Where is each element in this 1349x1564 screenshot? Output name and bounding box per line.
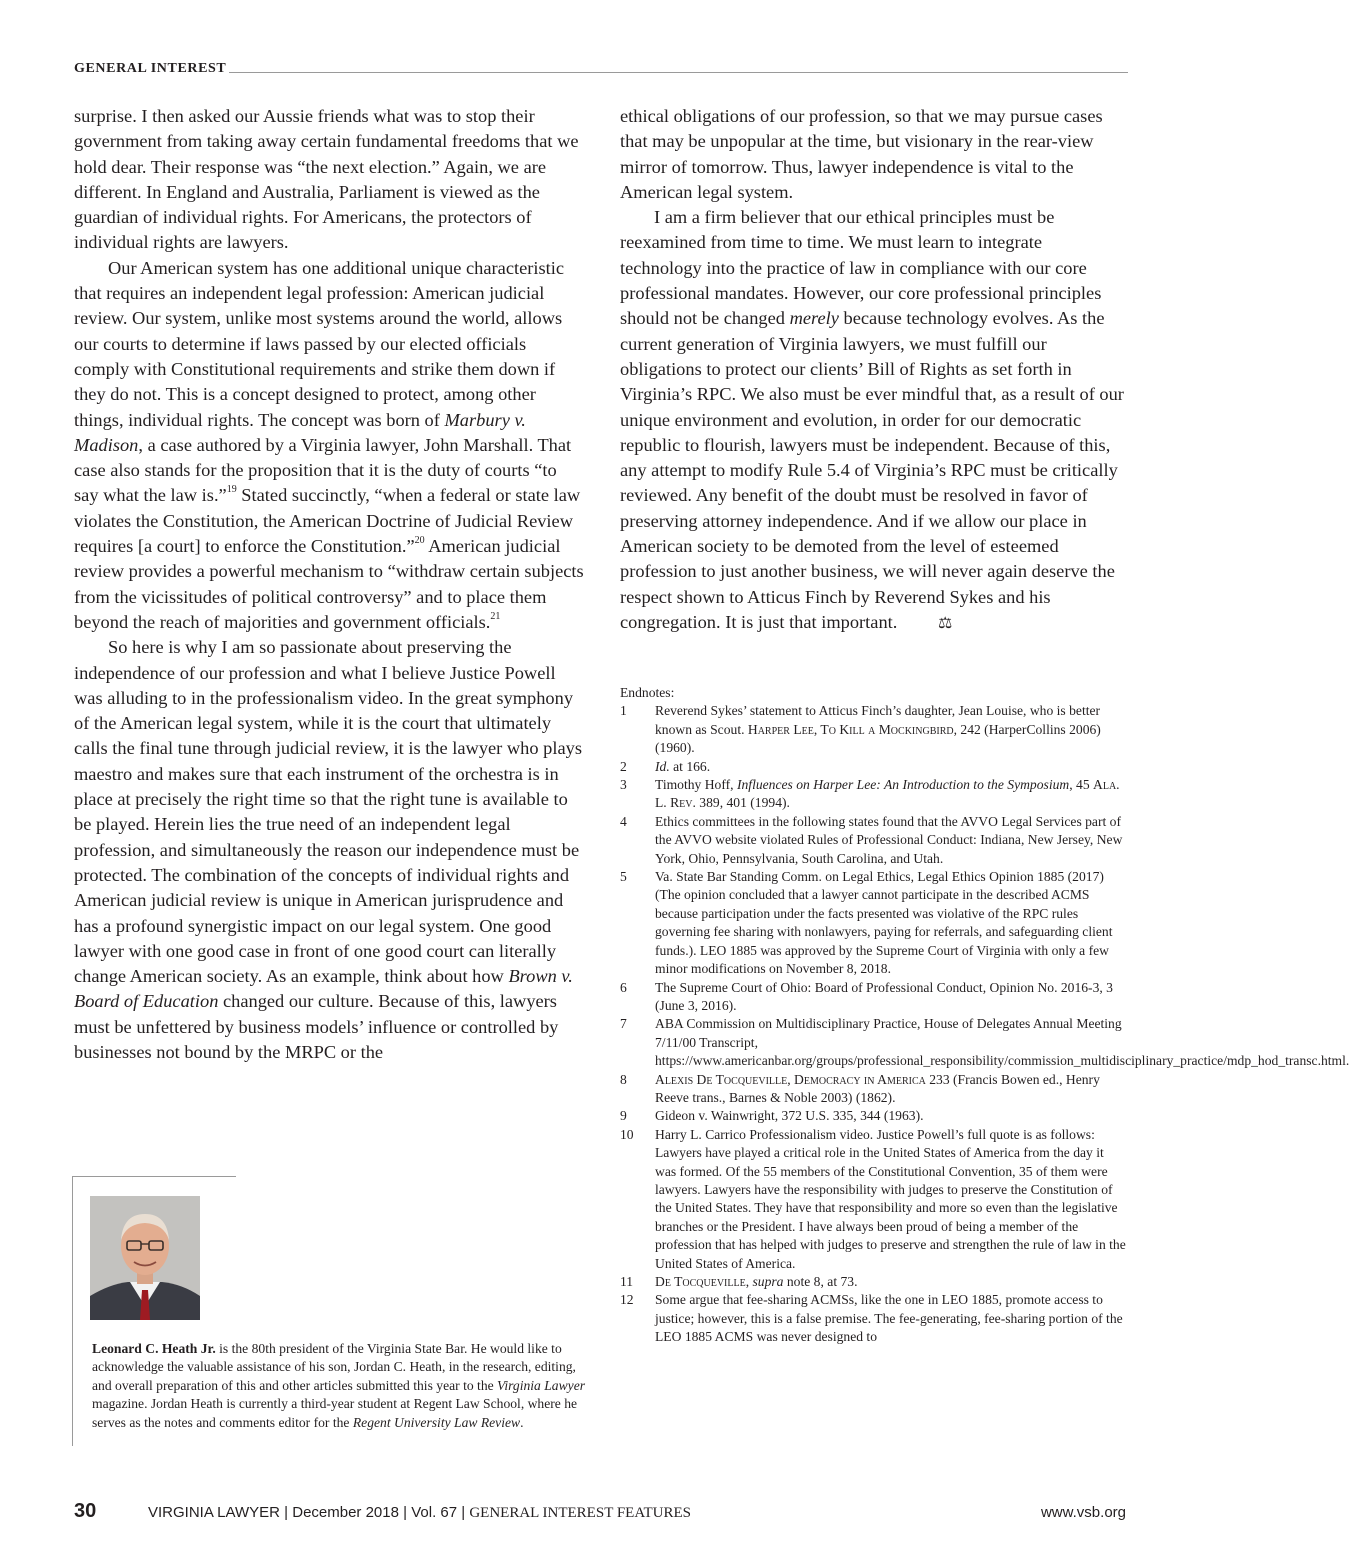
- endnote-number: 6: [620, 979, 627, 995]
- endnote-number: 2: [620, 758, 627, 774]
- endnotes: [620, 684, 1349, 1347]
- issue-date: December 2018: [292, 1504, 399, 1521]
- endnote: [620, 1126, 1128, 1273]
- text-run: Ethics committees in the following states found that the AVVO Legal Services part of the AVVO website violated Rules of Professional Conduct: Indiana, New Jersey, New York, Ohio, Pennsylvania, South Carolina, and Utah.: [655, 813, 1123, 866]
- text-run: , a case authored by a Virginia lawyer, John Marshall. That case also stands for the proposition that it is the duty of courts “to say what the law is.”: [74, 434, 572, 506]
- scales-of-justice-icon: ⚖: [937, 614, 953, 632]
- text-run: , 242 (HarperCollins 2006) (1960).: [655, 721, 1101, 756]
- endnote-number: 5: [620, 869, 627, 885]
- endnote-number: 3: [620, 777, 627, 793]
- text-run: Gideon v. Wainwright, 372 U.S. 335, 344 (1963).: [655, 1108, 924, 1124]
- text-run: So here is why I am so passionate about preserving the independence of our profession and what I believe Justice Powell was alluding to in the professionalism video. In the great symphony of the American legal system, while it is the court that ultimately calls the final tune through judicial review, it is the lawyer who plays maestro and makes sure that each instrument of the orchestra is in place at precisely the right time so that the right tune is available to be played. Herein lies the true need of an independent legal profession, and simultaneously the reason our independence must be protected. The combination of the concepts of individual rights and American judicial review is unique in American jurisprudence and has a profound synergistic impact on our legal system. One good lawyer with one good case in front of one good court can literally change American society. As an example, think about how: [74, 637, 582, 987]
- footnote-ref[interactable]: 19: [226, 484, 237, 496]
- text-run: 233 (Francis Bowen ed., Henry Reeve trans., Barnes & Noble 2003) (1862).: [655, 1071, 1100, 1105]
- text-run: magazine. Jordan Heath is currently a third-year student at Regent Law School, where he serves as the notes and comments editor for the: [92, 1396, 578, 1430]
- case-name: Marbury v. Madison: [74, 409, 526, 455]
- footnote-ref[interactable]: 21: [490, 610, 501, 622]
- text-run: The Supreme Court of Ohio: Board of Professional Conduct, Opinion No. 2016-3, 3 (June 3, 2016).: [655, 979, 1113, 1013]
- volume: Vol. 67: [411, 1504, 458, 1521]
- author-box: [72, 1176, 592, 1446]
- author-name-sc: De Tocqueville: [655, 1274, 746, 1289]
- author-photo: [90, 1196, 200, 1320]
- text-run: , 45: [1069, 777, 1094, 793]
- text-run: Some argue that fee-sharing ACMSs, like the one in LEO 1885, promote access to justice; however, this is a false premise. The fee-generating, fee-sharing portion of the LEO 1885 ACMS was never designed to: [655, 1292, 1123, 1345]
- endnote: [620, 702, 1128, 757]
- endnote: [620, 1015, 1349, 1070]
- page-number: 30: [74, 1500, 97, 1522]
- endnote-number: 7: [620, 1016, 627, 1032]
- text-run: at 166.: [669, 758, 711, 774]
- block-quote: Lawyers have played a critical role in the United States of America from the day it was formed. Of the 55 members of the Constitutional Convention, 35 of them were lawyers. Lawyers have the responsibility with judges to preserve the Constitution of the United States. They have that responsibility and more so even than the legislative branches or the President. I have always been proud of being a member of the profession that has helped with judges to preserve and strengthen the rule of law in the United States of America.: [655, 1145, 1126, 1271]
- endnote-number: 11: [620, 1274, 634, 1289]
- endnote: [620, 1273, 1128, 1291]
- publication-name: VIRGINIA LAWYER: [148, 1504, 280, 1521]
- header-rule: [229, 72, 1128, 73]
- separator: |: [284, 1504, 289, 1521]
- endnote: [620, 979, 1128, 1016]
- review-title: Regent University Law Review: [352, 1414, 521, 1430]
- text-run: .: [520, 1414, 524, 1430]
- website-link[interactable]: www.vsb.org: [1040, 1504, 1126, 1521]
- endnote: [620, 813, 1128, 868]
- right-column: [620, 104, 1128, 636]
- text-run: Our American system has one additional unique characteristic that requires an independent legal profession: American judicial review. Our system, unlike most systems around the world, allows our courts to determine if laws passed by our elected officials comply with Constitutional requirements and strike them down if they do not. This is a concept designed to protect, among other things, individual rights. The concept was born of: [74, 257, 565, 430]
- text-run: because technology evolves. As the current generation of Virginia lawyers, we must fulfill our obligations to protect our clients’ Bill of Rights as set forth in Virginia’s RPC. We also must be ever mindful that, as a result of our unique environment and evolution, in order for our democratic republic to flourish, lawyers must be independent. Because of this, any attempt to modify Rule 5.4 of Virginia’s RPC must be critically reviewed. Any benefit of the doubt must be resolved in favor of preserving attorney independence. And if we allow our place in American society to be demoted from the level of esteemed profession to just another business, we will never again deserve the respect shown to Atticus Finch by Reverend Sykes and his congregation. It is just that important.: [620, 308, 1124, 632]
- endnote: [620, 868, 1128, 978]
- endnote: [620, 1291, 1128, 1346]
- author-bio: [92, 1340, 592, 1432]
- text-run: I am a firm believer that our ethical principles must be reexamined from time to time. We must learn to integrate technology into the practice of law in compliance with our core professional mandates. However, our core professional principles should not be changed: [620, 207, 1102, 329]
- endnote-number: 1: [620, 703, 627, 719]
- text-run: note 8, at 73.: [783, 1274, 858, 1289]
- left-paragraph-2: [74, 256, 584, 635]
- text-run: Reverend Sykes’ statement to Atticus Finch’s daughter, Jean Louise, who is better known as Scout.: [655, 703, 1101, 737]
- text-run: Harry L. Carrico Professionalism video. Justice Powell’s full quote is as follows:: [655, 1126, 1095, 1142]
- separator: |: [403, 1504, 408, 1521]
- left-column: [74, 104, 584, 1065]
- right-paragraph-2: [620, 205, 1128, 636]
- left-paragraph-3: [74, 635, 584, 1065]
- left-paragraph-1: surprise. I then asked our Aussie friends what was to stop their government from taking away certain fundamental freedoms that we hold dear. Their response was “the next election.” Again, we are different. In England and Australia, Parliament is viewed as the guardian of individual rights. For Americans, the protectors of individual rights are lawyers.: [74, 106, 579, 253]
- text-run: Va. State Bar Standing Comm. on Legal Ethics, Legal Ethics Opinion 1885 (2017) (The opinion concluded that a lawyer cannot participate in the described ACMS because participation under the facts presented was violative of the RPC rules governing fee sharing with nonlawyers, paying for referrals, and safeguarding client funds.). LEO 1885 was approved by the Supreme Court of Virginia with only a few minor modifications on November 8, 2018.: [655, 869, 1113, 977]
- citation-signal: Id.: [655, 758, 670, 774]
- citation-signal: supra: [752, 1274, 784, 1289]
- book-title: Harper Lee, To Kill a Mockingbird: [747, 721, 954, 737]
- author-box-rule: [72, 1176, 73, 1446]
- endnote-number: 9: [620, 1108, 627, 1124]
- footer-section: GENERAL INTEREST FEATURES: [469, 1505, 692, 1521]
- endnote: [620, 758, 1128, 776]
- endnote-number: 10: [620, 1126, 634, 1142]
- text-run: ,: [745, 1274, 753, 1289]
- book-title: Alexis De Tocqueville, Democracy in America: [655, 1071, 926, 1087]
- text-run: is the 80th president of the Virginia State Bar. He would like to acknowledge the valuable assistance of his son, Jordan C. Heath, in the research, editing, and overall preparation of this and other articles submitted this year to the: [92, 1341, 576, 1393]
- author-box-rule: [72, 1176, 236, 1177]
- endnote: [620, 1107, 1128, 1125]
- endnotes-heading: Endnotes:: [620, 685, 675, 700]
- page-footer: [0, 1490, 1200, 1530]
- footnote-ref[interactable]: 20: [414, 534, 425, 546]
- text-run: Stated succinctly, “when a federal or state law violates the Constitution, the American Doctrine of Judicial Review requires [a court] to enforce the Constitution.”: [74, 485, 581, 557]
- separator: |: [461, 1504, 466, 1521]
- emphasis: merely: [789, 308, 839, 329]
- author-name: Leonard C. Heath Jr.: [92, 1341, 216, 1356]
- right-paragraph-1: ethical obligations of our profession, so that we may pursue cases that may be unpopular at the time, but visionary in the rear-view mirror of tomorrow. Thus, lawyer independence is vital to the American legal system.: [620, 106, 1103, 202]
- endnote-number: 8: [620, 1071, 627, 1087]
- endnote: [620, 776, 1128, 813]
- magazine-title: Virginia Lawyer: [497, 1377, 586, 1393]
- text-run: 389, 401 (1994).: [695, 795, 790, 811]
- endnote-link-text[interactable]: ABA Commission on Multidisciplinary Practice, House of Delegates Annual Meeting 7/11/00 Transcript, https://www.americanbar.org/groups/professional_responsibility/commission_multidisciplinary_practice/mdp_hod_transc.html.: [655, 1016, 1349, 1069]
- text-run: American judicial review provides a powerful mechanism to “withdraw certain subjects from the vicissitudes of political controversy” and to place them beyond the reach of majorities and government officials.: [74, 536, 584, 632]
- endnote-number: 4: [620, 813, 627, 829]
- footer-publication-info: [148, 1504, 691, 1522]
- article-title: Influences on Harper Lee: An Introduction to the Symposium: [736, 777, 1070, 793]
- case-name: Brown v. Board of Education: [74, 966, 573, 1012]
- text-run: Timothy Hoff,: [655, 777, 737, 793]
- endnote: [620, 1071, 1128, 1108]
- section-label: GENERAL INTEREST: [74, 61, 227, 76]
- author-portrait-icon: [90, 1196, 200, 1320]
- endnote-number: 12: [620, 1292, 634, 1308]
- text-run: changed our culture. Because of this, lawyers must be unfettered by business models’ influence or controlled by businesses not bound by the MRPC or the: [74, 991, 559, 1062]
- journal-title: Ala. L. Rev.: [655, 777, 1120, 811]
- section-header: [74, 60, 1128, 82]
